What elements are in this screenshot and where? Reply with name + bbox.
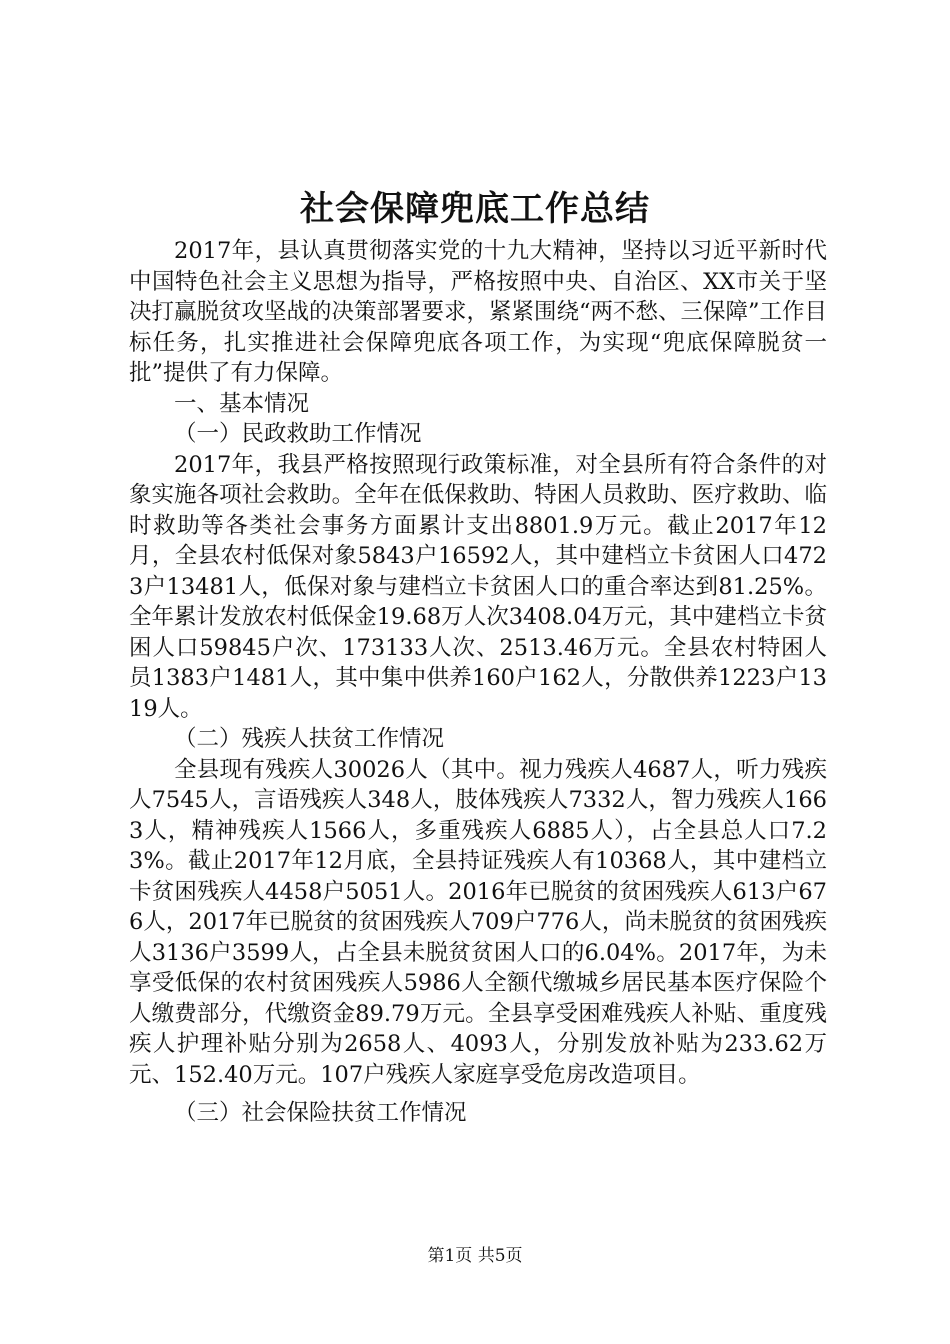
section-heading-basic-situation: 一、基本情况 xyxy=(174,390,310,417)
intro-paragraph: 2017年，县认真贯彻落实党的十九大精神，坚持以习近平新时代中国特色社会主义思想为指导，严格按照中央、自治区、XX市关于坚决打赢脱贫攻坚战的决策部署要求，紧紧围绕“两不愁、三保障”工作目标任务，扎实推进社会保障兜底各项工作，为实现“兜底保障脱贫一批”提供了有力保障。 xyxy=(129,238,828,386)
page-number-footer: 第1页 共5页 xyxy=(427,1246,523,1266)
subsection-heading-disability-aid: （二）残疾人扶贫工作情况 xyxy=(174,726,445,752)
disability-aid-paragraph: 全县现有残疾人30026人（其中。视力残疾人4687人，听力残疾人7545人，言语残疾人348人，肢体残疾人7332人，智力残疾人1663人，精神残疾人1566人，多重残疾人6885人），占全县总人口7.23%。截止2017年12月底，全县持证残疾人有10368人，其中建档立卡贫困残疾人4458户5051人。2016年已脱贫的贫困残疾人613户676人，2017年已脱贫的贫困残疾人709户776人，尚未脱贫的贫困残疾人3136户3599人，占全县未脱贫贫困人口的6.04%。2017年，为未享受低保的农村贫困残疾人5986人全额代缴城乡居民基本医疗保险个人缴费部分，代缴资金89.79万元。全县享受困难残疾人补贴、重度残疾人护理补贴分别为2658人、4093人，分别发放补贴为233.62万元、152.40万元。107户残疾人家庭享受危房改造项目。 xyxy=(129,756,827,1088)
document-body xyxy=(129,236,827,1129)
subsection-heading-social-insurance: （三）社会保险扶贫工作情况 xyxy=(174,1100,467,1126)
subsection-heading-civil-relief: （一）民政救助工作情况 xyxy=(174,421,422,447)
civil-relief-paragraph: 2017年，我县严格按照现行政策标准，对全县所有符合条件的对象实施各项社会救助。全年在低保救助、特困人员救助、医疗救助、临时救助等各类社会事务方面累计支出8801.9万元。截止2017年12月，全县农村低保对象5843户16592人，其中建档立卡贫困人口4723户13481人，低保对象与建档立卡贫困人口的重合率达到81.25%。全年累计发放农村低保金19.68万人次3408.04万元，其中建档立卡贫困人口59845户次、173133人次、2513.46万元。全县农村特困人员1383户1481人，其中集中供养160户162人，分散供养1223户1319人。 xyxy=(129,451,827,722)
document-title: 社会保障兜底工作总结 xyxy=(300,189,650,229)
